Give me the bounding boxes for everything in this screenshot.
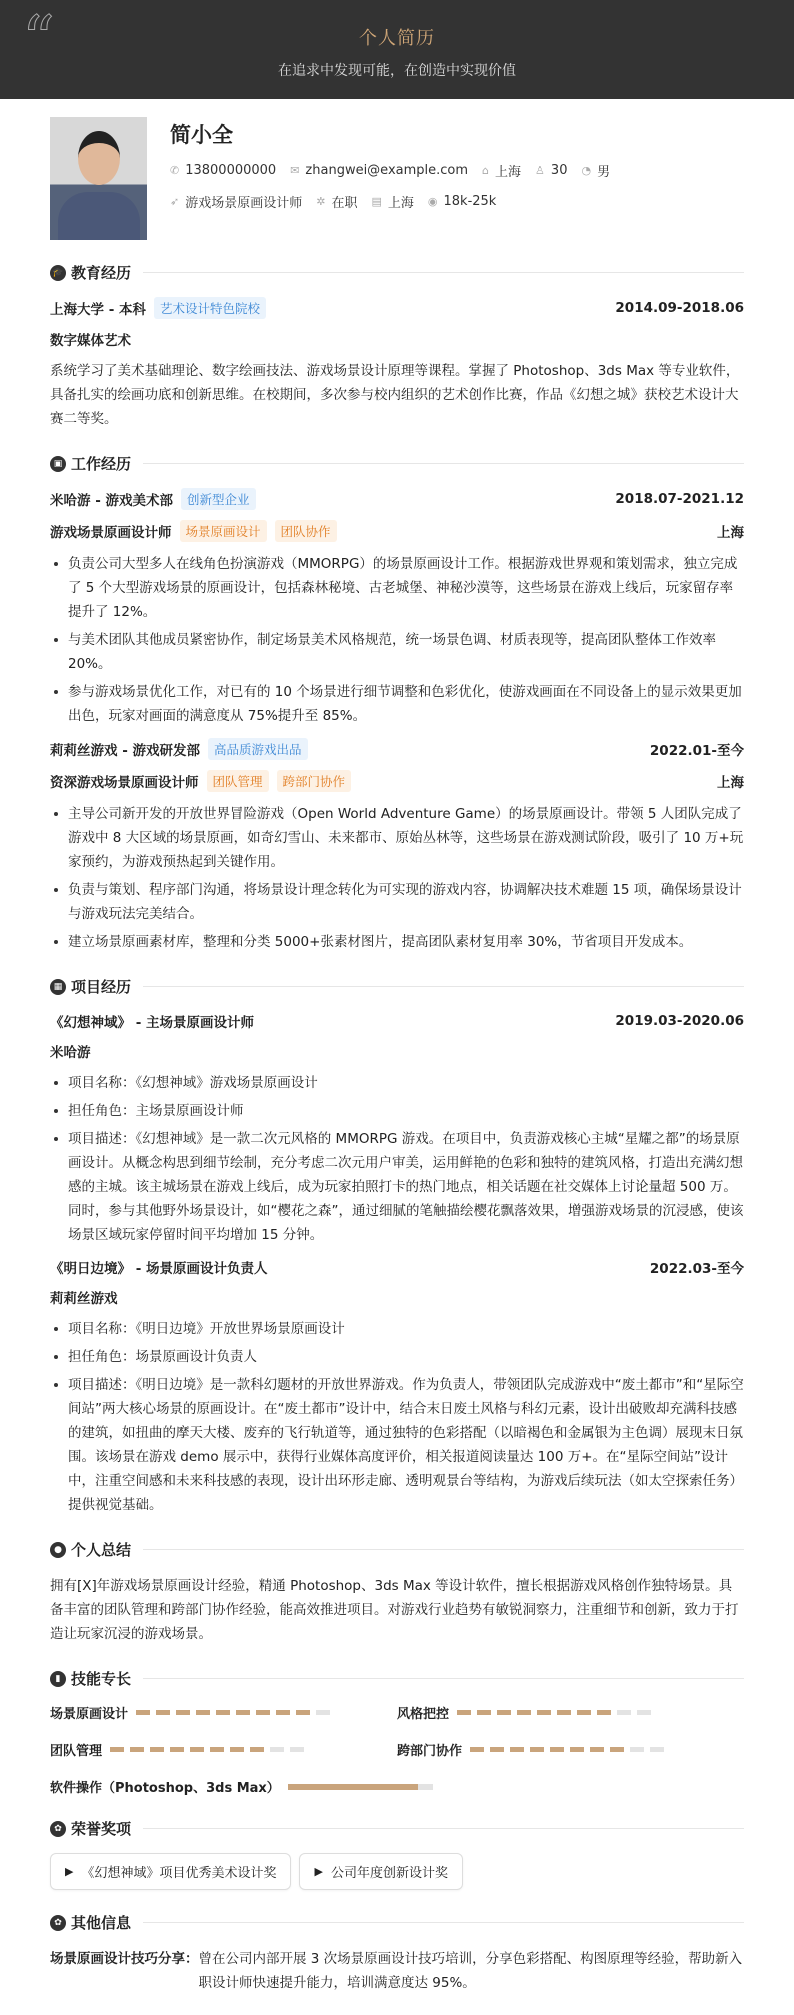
section-skills <box>50 1668 744 1689</box>
quote-icon: “ <box>22 3 55 77</box>
list-item: 项目名称：《明日边境》开放世界场景原画设计 <box>50 1317 744 1341</box>
skill-dot <box>617 1710 631 1715</box>
skill-dot <box>156 1710 170 1715</box>
project-date: 2022.03-至今 <box>649 1261 744 1277</box>
project-name: 《明日边境》 - 场景原画设计负责人 <box>50 1261 268 1277</box>
skill-dot <box>570 1747 584 1752</box>
project-company-row <box>50 1041 744 1061</box>
section-title: 项目经历 <box>71 978 132 996</box>
project-company-wrap <box>50 1041 91 1061</box>
award-icon: ✿ <box>50 1821 66 1837</box>
gender-icon: ◔ <box>581 164 592 177</box>
section-title: 个人总结 <box>71 1541 132 1559</box>
list-item: 项目名称：《幻想神域》游戏场景原画设计 <box>50 1071 744 1095</box>
list-item: 建立场景原画素材库，整理和分类 5000+张素材图片，提高团队素材复用率 30%，节省项目开发成本。 <box>50 930 744 954</box>
job-header <box>50 488 744 510</box>
phone-icon: ✆ <box>170 164 180 177</box>
job-date: 2018.07-2021.12 <box>615 491 744 507</box>
skill-dot <box>530 1747 544 1752</box>
skill-dot <box>470 1747 484 1752</box>
skill-dot <box>510 1747 524 1752</box>
skill-dot <box>150 1747 164 1752</box>
list-item: 担任角色：主场景原画设计师 <box>50 1099 744 1123</box>
role-tag: 团队协作 <box>275 520 337 542</box>
project-name: 《幻想神域》 - 主场景原画设计师 <box>50 1015 255 1031</box>
project-company: 米哈游 <box>50 1045 91 1061</box>
skill-dot <box>550 1747 564 1752</box>
status: 在职 <box>331 196 358 211</box>
skill-dot <box>250 1747 264 1752</box>
section-work <box>50 453 744 474</box>
skill-dot <box>256 1710 270 1715</box>
skill-item <box>397 1703 744 1722</box>
email-icon: ✉ <box>290 164 300 177</box>
email[interactable]: zhangwei@example.com <box>305 163 469 178</box>
skill-dot <box>457 1710 471 1715</box>
skill-dot <box>590 1747 604 1752</box>
job-role: 资深游戏场景原画设计师 <box>50 775 199 791</box>
project-header <box>50 1257 744 1277</box>
award-name: 《幻想神域》项目优秀美术设计奖 <box>81 1866 277 1881</box>
job-city: 上海 <box>717 525 744 541</box>
work-city: 上海 <box>387 196 414 211</box>
award-item[interactable] <box>50 1853 291 1890</box>
skill-dot <box>610 1747 624 1752</box>
job-role-wrap <box>50 520 337 542</box>
job-company-wrap <box>50 738 308 760</box>
project-name-wrap <box>50 1011 254 1031</box>
briefcase-icon: ▣ <box>50 456 66 472</box>
header-banner <box>0 0 794 99</box>
skill-dot <box>577 1710 591 1715</box>
skill-dot <box>557 1710 571 1715</box>
city: 上海 <box>495 165 522 180</box>
edu-date: 2014.09-2018.06 <box>615 300 744 316</box>
section-other <box>50 1912 744 1933</box>
chart-icon: ▮ <box>50 1671 66 1687</box>
skill-level <box>457 1710 651 1715</box>
skill-level <box>110 1747 304 1752</box>
skill-item <box>50 1740 397 1759</box>
gender: 男 <box>597 165 611 180</box>
skill-dot <box>236 1710 250 1715</box>
list-item: 项目描述：《明日边境》是一款科幻题材的开放世界游戏。作为负责人，带领团队完成游戏中“废土都市”和“星际空间站”两大核心场景的原画设计。在“废土都市”设计中，结合末日废土风格与科幻元素，设计出破败却充满科技感的建筑，如扭曲的摩天大楼、废弃的飞行轨道等，通过独特的色彩搭配（以暗褐色和金属银为主色调）展现末日氛围。该场景在游戏 demo 展示中，获得行业媒体高度评价，相关报道阅读量达 100 万+。在“星际空间站”设计中，注重空间感和未来科技感的表现，设计出环形走廊、透明观景台等结构，为游戏后续玩法（如太空探索任务）提供视觉基础。 <box>50 1373 744 1517</box>
skill-dot <box>650 1747 664 1752</box>
skill-dot <box>130 1747 144 1752</box>
skill-dot <box>196 1710 210 1715</box>
section-title: 其他信息 <box>71 1914 132 1932</box>
other-info <box>50 1947 744 1995</box>
section-honors <box>50 1818 744 1839</box>
skill-dot <box>497 1710 511 1715</box>
skill-dot <box>290 1747 304 1752</box>
profile <box>50 117 744 240</box>
company: 米哈游 - 游戏美术部 <box>50 493 174 509</box>
building-icon: ▤ <box>371 195 382 208</box>
skill-dot <box>270 1747 284 1752</box>
role-tag: 场景原画设计 <box>180 520 267 542</box>
summary-text: 拥有[X]年游戏场景原画设计经验，精通 Photoshop、3ds Max 等设计软件，擅长根据游戏风格创作独特场景。具备丰富的团队管理和跨部门协作经验，能高效推进项目。对游戏行业趋势有敏锐洞察力，注重细节和创新，致力于打造让玩家沉浸的游戏场景。 <box>50 1578 739 1642</box>
age: 30 <box>550 163 568 178</box>
job-city: 上海 <box>717 775 744 791</box>
job-company-wrap <box>50 488 256 510</box>
list-item: 担任角色：场景原画设计负责人 <box>50 1345 744 1369</box>
project-details <box>50 1071 744 1247</box>
project-company: 莉莉丝游戏 <box>50 1291 118 1307</box>
school: 上海大学 - 本科 <box>50 302 147 318</box>
avatar <box>50 117 147 240</box>
play-icon: ▶ <box>65 1865 74 1878</box>
role-tag: 团队管理 <box>207 770 269 792</box>
section-title: 工作经历 <box>71 455 132 473</box>
job-role-wrap <box>50 770 351 792</box>
skill-name: 软件操作（Photoshop、3ds Max） <box>50 1781 280 1796</box>
skill-dot <box>537 1710 551 1715</box>
age-icon: ♙ <box>535 164 545 177</box>
list-item: 与美术团队其他成员紧密协作，制定场景美术风格规范，统一场景色调、材质表现等，提高团队整体工作效率 20%。 <box>50 628 744 676</box>
name: 简小全 <box>170 123 233 147</box>
user-icon: ● <box>50 1542 66 1558</box>
salary: 18k-25k <box>443 194 497 209</box>
skill-dot <box>176 1710 190 1715</box>
project-header <box>50 1011 744 1031</box>
job-duties <box>50 802 744 954</box>
skill-name: 风格把控 <box>397 1707 450 1722</box>
play-icon: ▶ <box>314 1865 323 1878</box>
list-item: 项目描述：《幻想神域》是一款二次元风格的 MMORPG 游戏。在项目中，负责游戏核心主城“星耀之都”的场景原画设计。从概念构思到细节绘制，充分考虑二次元用户审美，运用鲜艳的色彩和独特的建筑风格，打造出充满幻想感的主城。该主城场景在游戏上线后，成为玩家拍照打卡的热门地点，相关话题在社交媒体上讨论量超 500 万。同时，参与其他野外场景设计，如“樱花之森”，通过细腻的笔触描绘樱花飘落效果，增强游戏场景的沉浸感，使该场景区域玩家停留时间平均增加 15 分钟。 <box>50 1127 744 1247</box>
job-role-row <box>50 520 744 542</box>
skill-dot <box>597 1710 611 1715</box>
home-icon: ⌂ <box>482 164 490 177</box>
list-item: 负责与策划、程序部门沟通，将场景设计理念转化为可实现的游戏内容，协调解决技术难题 15 项，确保场景设计与游戏玩法完美结合。 <box>50 878 744 926</box>
role-tag: 跨部门协作 <box>277 770 352 792</box>
graduation-cap-icon: 🎓 <box>50 265 66 281</box>
skill-dot <box>316 1710 330 1715</box>
salary-icon: ◉ <box>427 195 438 208</box>
status-icon: ✲ <box>316 195 326 208</box>
position-icon: ➶ <box>170 195 180 208</box>
other-key: 场景原画设计技巧分享： <box>50 1951 199 1967</box>
list-item: 参与游戏场景优化工作，对已有的 10 个场景进行细节调整和色彩优化，使游戏画面在不同设备上的显示效果更加出色，玩家对画面的满意度从 75%提升至 85%。 <box>50 680 744 728</box>
project-company-wrap <box>50 1287 118 1307</box>
skill-bar <box>288 1784 433 1790</box>
project-company-row <box>50 1287 744 1307</box>
skill-name: 场景原画设计 <box>50 1707 129 1722</box>
school-tag: 艺术设计特色院校 <box>154 297 266 319</box>
skill-dot <box>230 1747 244 1752</box>
skill-dot <box>637 1710 651 1715</box>
resume-subtitle: 在追求中发现可能，在创造中实现价值 <box>278 63 516 79</box>
skill-dot <box>517 1710 531 1715</box>
job-date: 2022.01-至今 <box>649 743 744 759</box>
section-title: 教育经历 <box>71 264 132 282</box>
project-name-wrap <box>50 1257 268 1277</box>
skill-item <box>397 1740 744 1759</box>
skill-dot <box>490 1747 504 1752</box>
job-duties <box>50 552 744 728</box>
info-icon: ✿ <box>50 1915 66 1931</box>
list-item: 主导公司新开发的开放世界冒险游戏（Open World Adventure Game）的场景原画设计。带领 5 人团队完成了游戏中 8 大区域的场景原画，如奇幻雪山、未来都市、原始丛林等，这些场景在游戏测试阶段，吸引了 10 万+玩家预约，为游戏预热起到关键作用。 <box>50 802 744 874</box>
position: 游戏场景原画设计师 <box>185 196 303 211</box>
major: 数字媒体艺术 <box>50 333 131 349</box>
grid-icon: ▦ <box>50 979 66 995</box>
resume-title: 个人简历 <box>359 28 435 49</box>
skill-dot <box>110 1747 124 1752</box>
skill-dot <box>170 1747 184 1752</box>
skill-item <box>50 1703 397 1722</box>
skill-name: 跨部门协作 <box>397 1744 463 1759</box>
section-title: 技能专长 <box>71 1670 132 1688</box>
company: 莉莉丝游戏 - 游戏研发部 <box>50 743 201 759</box>
award-name: 公司年度创新设计奖 <box>330 1866 448 1881</box>
skill-dot <box>630 1747 644 1752</box>
list-item: 负责公司大型多人在线角色扮演游戏（MMORPG）的场景原画设计工作。根据游戏世界观和策划需求，独立完成了 5 个大型游戏场景的原画设计，包括森林秘境、古老城堡、神秘沙漠等，这些场景在游戏上线后，玩家留存率提升了 12%。 <box>50 552 744 624</box>
other-value: 曾在公司内部开展 3 次场景原画设计技巧培训，分享色彩搭配、构图原理等经验，帮助新入职设计师快速提升能力，培训满意度达 95%。 <box>198 1951 743 1991</box>
company-tag: 创新型企业 <box>181 488 256 510</box>
skill-name: 团队管理 <box>50 1744 103 1759</box>
skill-dot <box>190 1747 204 1752</box>
skill-dot <box>216 1710 230 1715</box>
skill-level <box>136 1710 330 1715</box>
skill-dot <box>276 1710 290 1715</box>
job-role: 游戏场景原画设计师 <box>50 525 172 541</box>
skill-dot <box>477 1710 491 1715</box>
edu-desc: 系统学习了美术基础理论、数字绘画技法、游戏场景设计原理等课程。掌握了 Photoshop、3ds Max 等专业软件，具备扎实的绘画功底和创新思维。在校期间，多次参与校内组织的艺术创作比赛，作品《幻想之城》获校艺术设计大赛二等奖。 <box>50 363 740 427</box>
job-header <box>50 738 744 760</box>
project-details <box>50 1317 744 1517</box>
section-summary <box>50 1539 744 1560</box>
section-education <box>50 262 744 283</box>
skill-level <box>470 1747 664 1752</box>
skill-dot <box>136 1710 150 1715</box>
skill-dot <box>296 1710 310 1715</box>
award-item[interactable] <box>299 1853 462 1890</box>
project-date: 2019.03-2020.06 <box>615 1013 744 1029</box>
section-projects <box>50 976 744 997</box>
skill-software <box>50 1777 744 1796</box>
job-role-row <box>50 770 744 792</box>
section-title: 荣誉奖项 <box>71 1820 132 1838</box>
phone: 13800000000 <box>185 163 277 178</box>
company-tag: 高品质游戏出品 <box>208 738 308 760</box>
skill-dot <box>210 1747 224 1752</box>
